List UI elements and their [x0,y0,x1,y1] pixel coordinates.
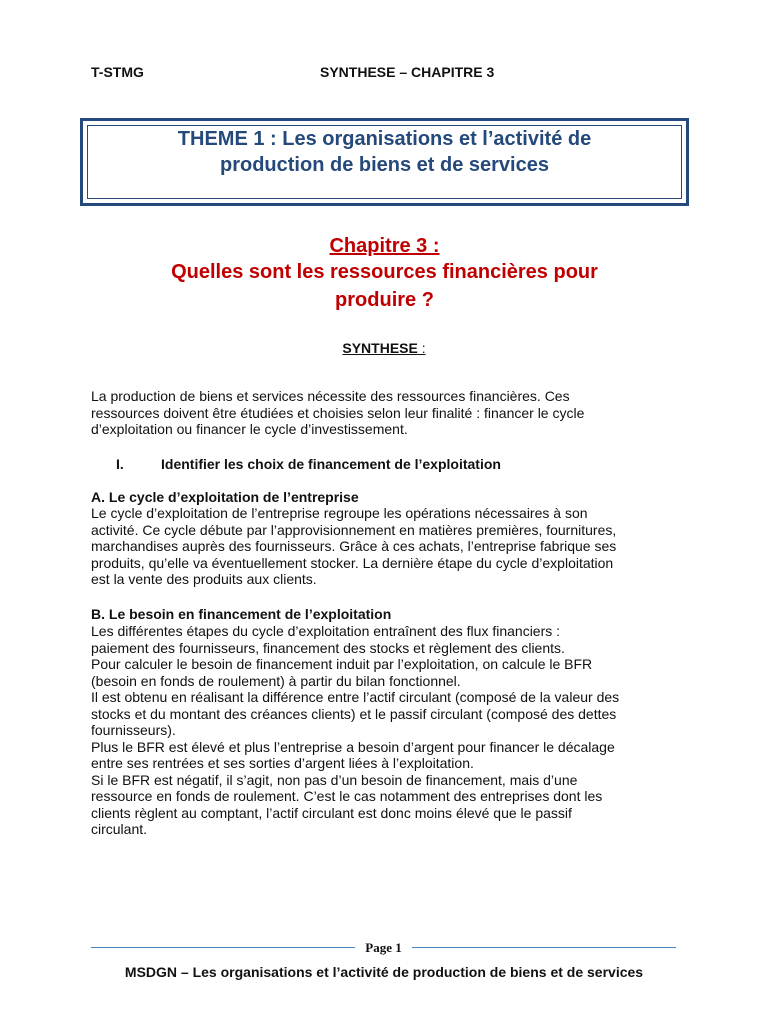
page-number: Page 1 [365,940,402,955]
chapter-number-text: Chapitre 3 : [329,235,440,257]
paragraph-line: entre ses rentrées et ses sorties d’argent liées à l’exploitation. [91,755,474,771]
synthese-colon: : [417,340,426,356]
paragraph-line: ressource en fonds de roulement. C’est le cas notamment des entreprises dont les [91,788,603,804]
paragraph-line: marchandises auprès des fournisseurs. Grâce à ces achats, l’entreprise fabrique ses [91,538,617,554]
subsection-A-title: A. Le cycle d’exploitation de l’entreprise [91,489,359,505]
chapter-question-line-1: Quelles sont les ressources financières pour [171,261,598,283]
synthese-label: SYNTHESE [342,340,418,356]
paragraph-line: Pour calculer le besoin de financement induit par l’exploitation, on calcule le BFR [91,656,593,672]
intro-line: d’exploitation ou financer le cycle d’investissement. [91,421,408,437]
section-I-number: I. [116,456,124,472]
intro-line: La production de biens et services nécessite des ressources financières. Ces [91,388,570,404]
theme-title [83,126,686,178]
paragraph-line: paiement des fournisseurs, financement des stocks et règlement des clients. [91,639,565,656]
footer-text: MSDGN – Les organisations et l’activité de production de biens et de services [124,964,644,980]
theme-box [80,118,689,206]
paragraph-line: Il est obtenu en réalisant la différence entre l’actif circulant (composé de la valeur des [91,689,620,705]
header-course: T-STMG [91,64,144,80]
theme-title-line-1: THEME 1 : Les organisations et l’activité de [177,128,592,150]
paragraph-line: circulant. [91,821,148,837]
subsection-A-paragraph [91,505,681,588]
theme-title-line-2: production de biens et de services [220,154,549,176]
paragraph-line: (besoin en fonds de roulement) à partir du bilan fonctionnel. [91,672,461,689]
paragraph-line: produits, qu’elle va éventuellement stocker. La dernière étape du cycle d’exploitation [91,554,614,571]
footer-rule-right [412,947,676,948]
paragraph-line: Plus le BFR est élevé et plus l’entreprise a besoin d’argent pour financer le décalage [91,738,615,755]
subsection-B-paragraph [91,623,681,838]
footer-rule-left [91,947,355,948]
paragraph-line: stocks et du montant des créances clients) et le passif circulant (composé des dettes [91,705,617,722]
intro-line: ressources doivent être étudiées et choisies selon leur finalité : financer le cycle [91,404,585,421]
intro-paragraph [91,388,681,438]
chapter-question [80,258,689,314]
subsection-B-title: B. Le besoin en financement de l’exploitation [91,606,392,622]
paragraph-line: est la vente des produits aux clients. [91,571,317,587]
paragraph-line: Le cycle d’exploitation de l’entreprise regroupe les opérations nécessaires à son [91,505,588,521]
synthese-heading [0,340,768,356]
chapter-number [80,232,689,260]
paragraph-line: Les différentes étapes du cycle d’exploitation entraînent des flux financiers : [91,623,561,639]
paragraph-line: clients règlent au comptant, l’actif circulant est donc moins élevé que le passif [91,804,572,821]
header-title: SYNTHESE – CHAPITRE 3 [320,64,495,80]
section-I-title: Identifier les choix de financement de l’exploitation [161,456,501,472]
paragraph-line: fournisseurs). [91,722,176,738]
paragraph-line: Si le BFR est négatif, il s’agit, non pas d’un besoin de financement, mais d’une [91,771,578,788]
chapter-question-line-2: produire ? [335,289,434,311]
paragraph-line: activité. Ce cycle débute par l’approvisionnement en matières premières, fournitures, [91,521,617,538]
